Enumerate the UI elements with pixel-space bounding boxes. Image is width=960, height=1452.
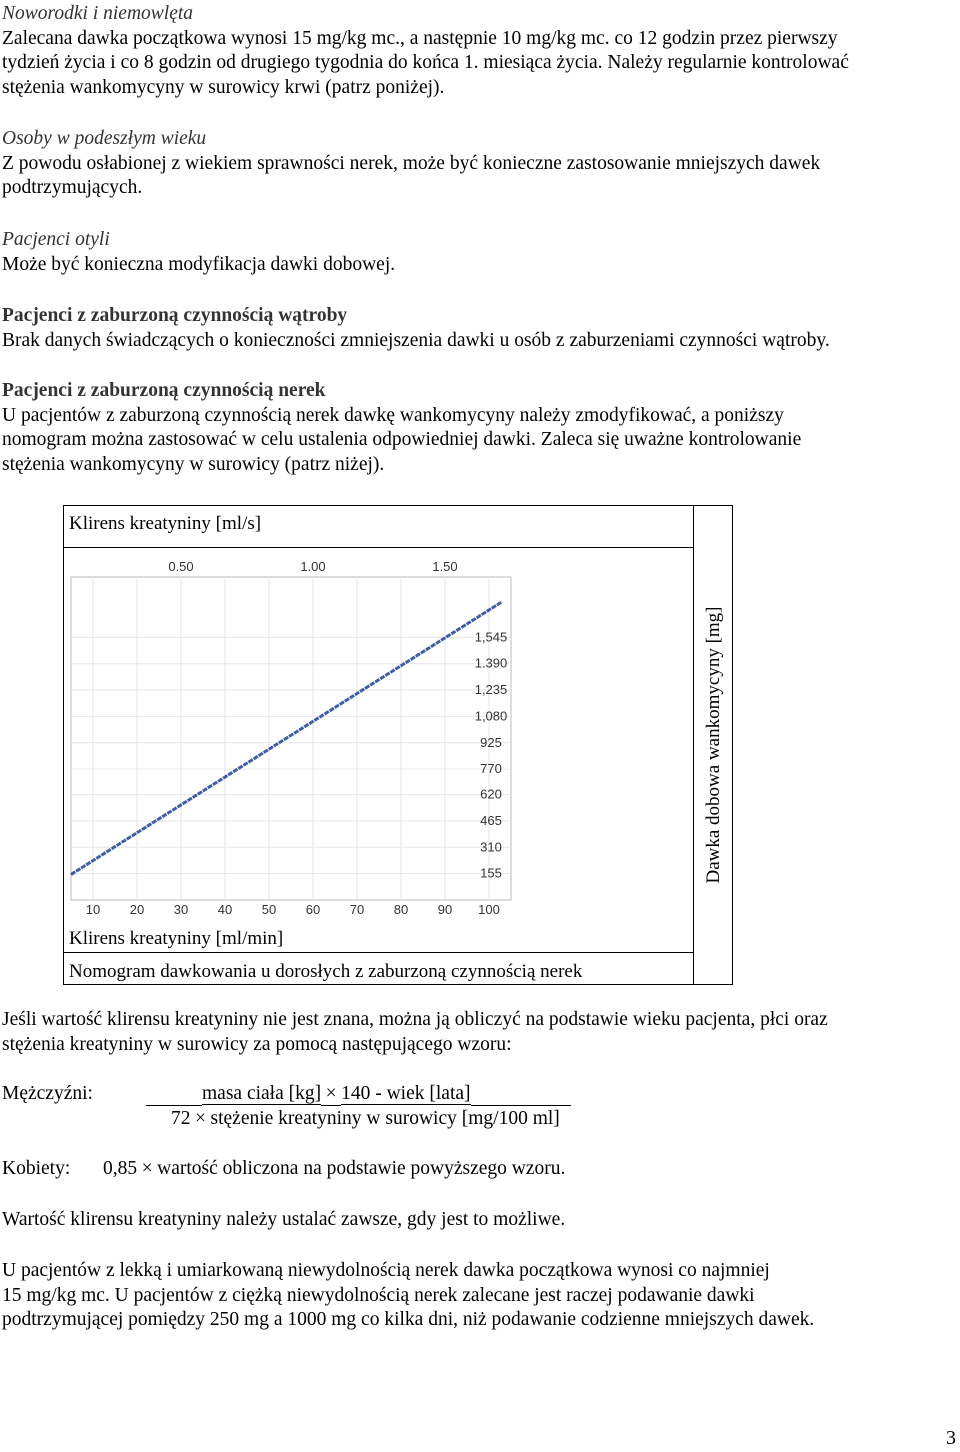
section-final [2, 1259, 957, 1333]
y-tick-label: 770 [480, 761, 502, 777]
heading-obese: Pacjenci otyli [2, 229, 110, 250]
text-line: podtrzymujących. [2, 177, 143, 199]
text-line: Może być konieczna modyfikacja dawki dobowej. [2, 253, 396, 275]
x-tick-label: 100 [478, 902, 500, 917]
text-line: 15 mg/kg mc. U pacjentów z ciężką niewydolnością nerek zalecane jest raczej podawanie dawki [2, 1284, 755, 1306]
y-tick-label: 1,545 [474, 629, 508, 645]
text-line: Z powodu osłabionej z wiekiem sprawności nerek, może być konieczne zastosowanie mniejszych dawek [2, 152, 821, 174]
section-elderly [2, 127, 957, 201]
x2-tick-label: 1.00 [300, 559, 326, 574]
fraction-rule [146, 1085, 202, 1106]
text-line: stężenia wankomycyny w surowicy (patrz niżej). [2, 453, 385, 475]
nomogram-chart [63, 505, 693, 985]
x-tick-label: 20 [129, 902, 145, 917]
women-label: Kobiety: [2, 1158, 71, 1179]
bottom-axis-caption: Klirens kreatyniny [ml/min] [69, 928, 284, 949]
men-numerator-a: masa ciała [kg] [202, 1083, 322, 1104]
section-always [2, 1208, 957, 1233]
times-icon: × [195, 1108, 206, 1129]
y-tick-label: 620 [480, 786, 502, 802]
men-numerator-b: 140 - wiek [lata] [341, 1083, 471, 1104]
x-tick-label: 90 [437, 902, 453, 917]
text-line: Jeśli wartość klirensu kreatyniny nie jest znana, można ją obliczyć na podstawie wieku pacjenta, płci oraz [2, 1009, 828, 1030]
figure-title: Nomogram dawkowania u dorosłych z zaburzoną czynnością nerek [69, 961, 583, 982]
section-obese [2, 228, 957, 277]
y-tick-label: 465 [480, 812, 502, 828]
x-tick-label: 80 [393, 902, 409, 917]
figure-divider [693, 505, 694, 985]
text-line: stężenia kreatyniny w surowicy za pomocą następującego wzoru: [2, 1033, 512, 1055]
y-tick-label: 310 [480, 839, 502, 855]
y-axis-caption: Dawka dobowa wankomycyny [mg] [703, 606, 724, 884]
heading-kidney: Pacjenci z zaburzoną czynnością nerek [2, 380, 326, 401]
women-a: 0,85 [103, 1158, 138, 1179]
x-tick-label: 10 [85, 902, 101, 917]
page-number: 3 [946, 1427, 956, 1449]
women-b: wartość obliczona na podstawie powyższego wzoru. [157, 1158, 566, 1179]
fraction-rule [471, 1085, 571, 1106]
heading-liver: Pacjenci z zaburzoną czynnością wątroby [2, 305, 348, 326]
x-tick-label: 30 [173, 902, 189, 917]
y-tick-label: 155 [480, 865, 502, 881]
y-tick-label: 1,235 [474, 682, 508, 698]
women-formula [103, 1158, 565, 1180]
men-numerator [146, 1083, 571, 1106]
text-line: tydzień życia i co 8 godzin od drugiego tygodnia do końca 1. miesiąca życia. Należy regularnie kontrolować [2, 52, 849, 74]
text-line: U pacjentów z lekką i umiarkowaną niewydolnością nerek dawka początkowa wynosi co najmniej [2, 1260, 770, 1281]
top-axis-caption: Klirens kreatyniny [ml/s] [69, 513, 262, 534]
text-line: Wartość klirensu kreatyniny należy ustalać zawsze, gdy jest to możliwe. [2, 1209, 566, 1230]
men-denominator-a: 72 [171, 1108, 191, 1129]
heading-newborns: Noworodki i niemowlęta [2, 3, 194, 24]
men-denominator-b: stężenie kreatyniny w surowicy [mg/100 ml] [210, 1108, 560, 1129]
x2-tick-label: 0.50 [168, 559, 194, 574]
text-line: Brak danych świadczących o konieczności zmniejszenia dawki u osób z zaburzeniami czynności wątroby. [2, 329, 830, 351]
y-tick-label: 1.390 [474, 655, 508, 671]
men-denominator [171, 1108, 560, 1130]
x2-tick-label: 1.50 [432, 559, 458, 574]
section-formula-intro [2, 1008, 957, 1057]
section-kidney [2, 379, 957, 477]
section-newborns [2, 2, 957, 100]
section-liver [2, 304, 957, 353]
heading-elderly: Osoby w podeszłym wieku [2, 128, 207, 149]
x-tick-label: 70 [349, 902, 365, 917]
text-line: Zalecana dawka początkowa wynosi 15 mg/kg mc., a następnie 10 mg/kg mc. co 12 godzin przez pierwszy [2, 27, 838, 49]
text-line: nomogram można zastosować w celu ustalenia odpowiedniej dawki. Zaleca się uważne kontrolowanie [2, 429, 802, 451]
text-line: U pacjentów z zaburzoną czynnością nerek dawkę wankomycyny należy zmodyfikować, a poniższy [2, 404, 784, 426]
x-tick-label: 40 [217, 902, 233, 917]
text-line: podtrzymującej pomiędzy 250 mg a 1000 mg co kilka dni, niż podawanie codzienne mniejszych dawek. [2, 1309, 815, 1331]
men-label: Mężczyźni: [2, 1083, 93, 1104]
times-icon: × [141, 1158, 153, 1179]
nomogram-figure [63, 505, 733, 985]
y-tick-label: 1,080 [474, 708, 508, 724]
text-line: stężenia wankomycyny w surowicy krwi (patrz poniżej). [2, 76, 445, 98]
x-tick-label: 50 [261, 902, 277, 917]
y-tick-label: 925 [480, 734, 502, 750]
x-tick-label: 60 [305, 902, 321, 917]
times-icon: × [321, 1083, 341, 1106]
